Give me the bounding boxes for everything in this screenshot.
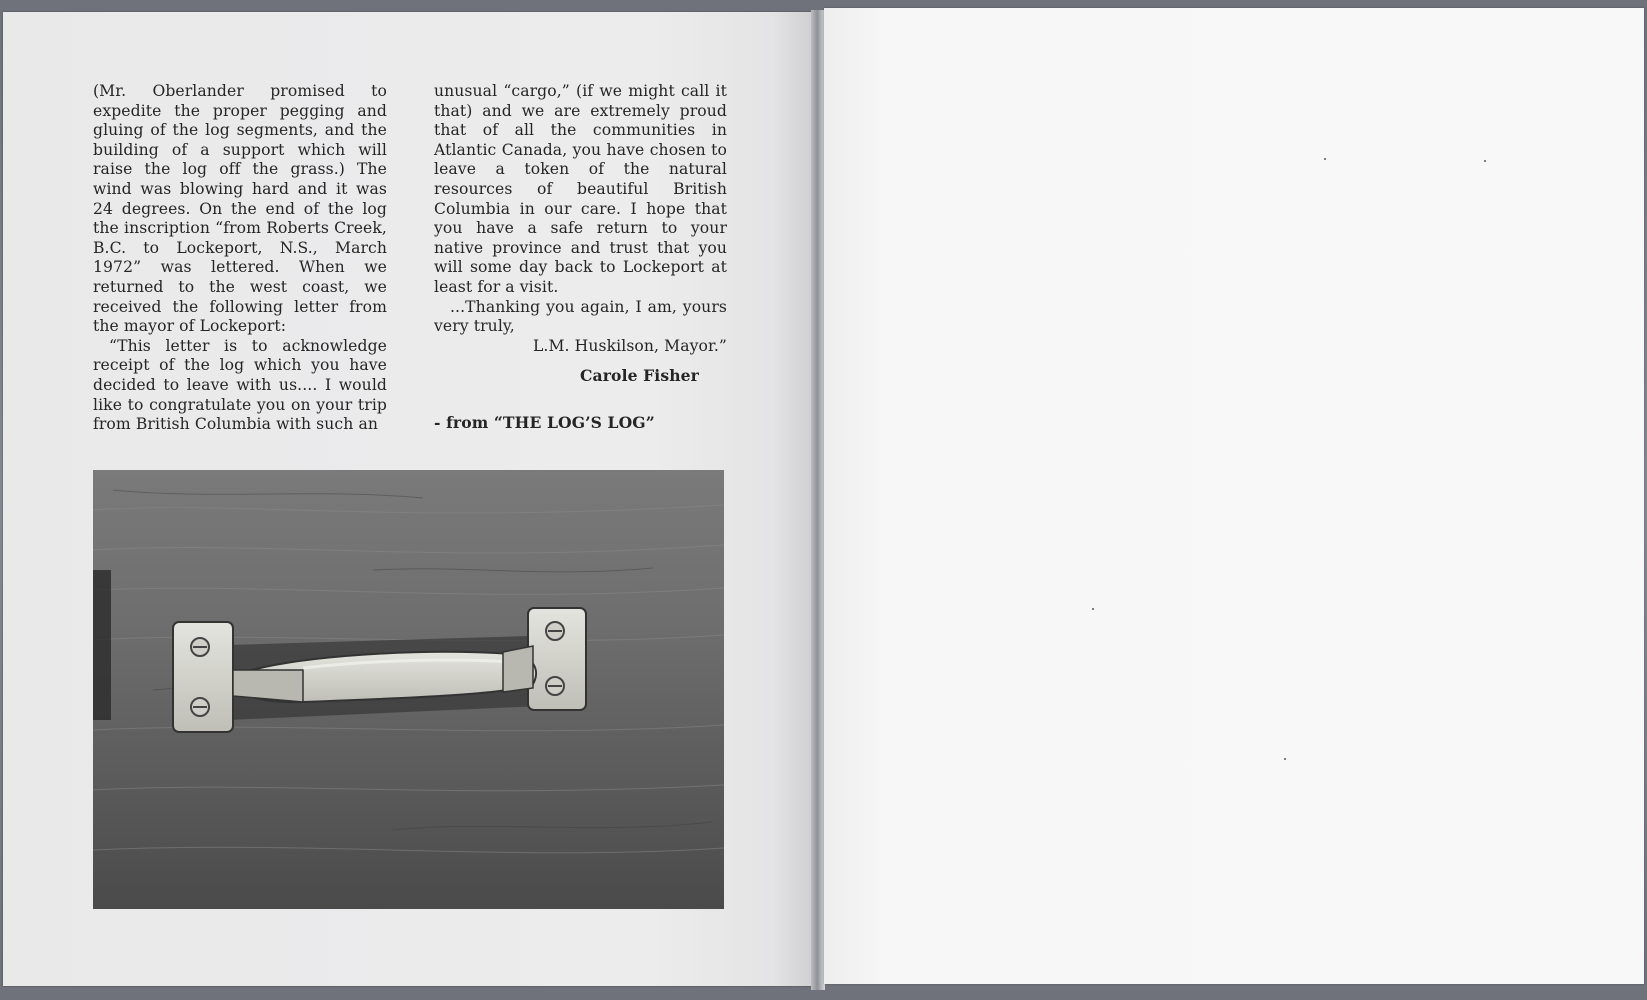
author-name: Carole Fisher — [580, 366, 699, 386]
mayor-signature: L.M. Huskilson, Mayor.” — [532, 336, 727, 355]
dust-speck — [1484, 160, 1486, 162]
left-text-column — [93, 82, 387, 435]
right-page-blank — [824, 8, 1644, 984]
left-page — [3, 12, 813, 986]
dust-speck — [1092, 608, 1094, 610]
story-paragraph: (Mr. Oberlander promised to expedite the proper pegging and gluing of the log segments, and the building of a support which will raise the log off the grass.) The wind was blowing hard and it was 24 degrees. On the end of the log the inscription “from Roberts Creek, B.C. to Lockeport, N.S., March 1972” was lettered. When we returned to the west coast, we received the following letter from the mayor of Lockeport: — [93, 82, 387, 336]
book-gutter — [811, 10, 825, 990]
photo-image — [93, 470, 724, 909]
letter-closing: ...Thanking you again, I am, yours very truly, — [434, 297, 727, 336]
log-handle-photo — [93, 470, 724, 909]
dust-speck — [1284, 758, 1286, 760]
right-text-column — [434, 82, 727, 433]
letter-paragraph: “This letter is to acknowledge receipt of the log which you have decided to leave with us.... I would like to congratulate you on your trip from British Columbia with such an — [93, 336, 387, 434]
letter-continuation: unusual “cargo,” (if we might call it that) and we are extremely proud that of all the communities in Atlantic Canada, you have chosen to leave a token of the natural resources of beautiful British Columbia in our care. I hope that you have a safe return to your native province and trust that you will some day back to Lockeport at least for a visit. — [434, 82, 727, 296]
dust-speck — [1324, 158, 1326, 160]
source-credit: - from “THE LOG’S LOG” — [434, 412, 655, 432]
